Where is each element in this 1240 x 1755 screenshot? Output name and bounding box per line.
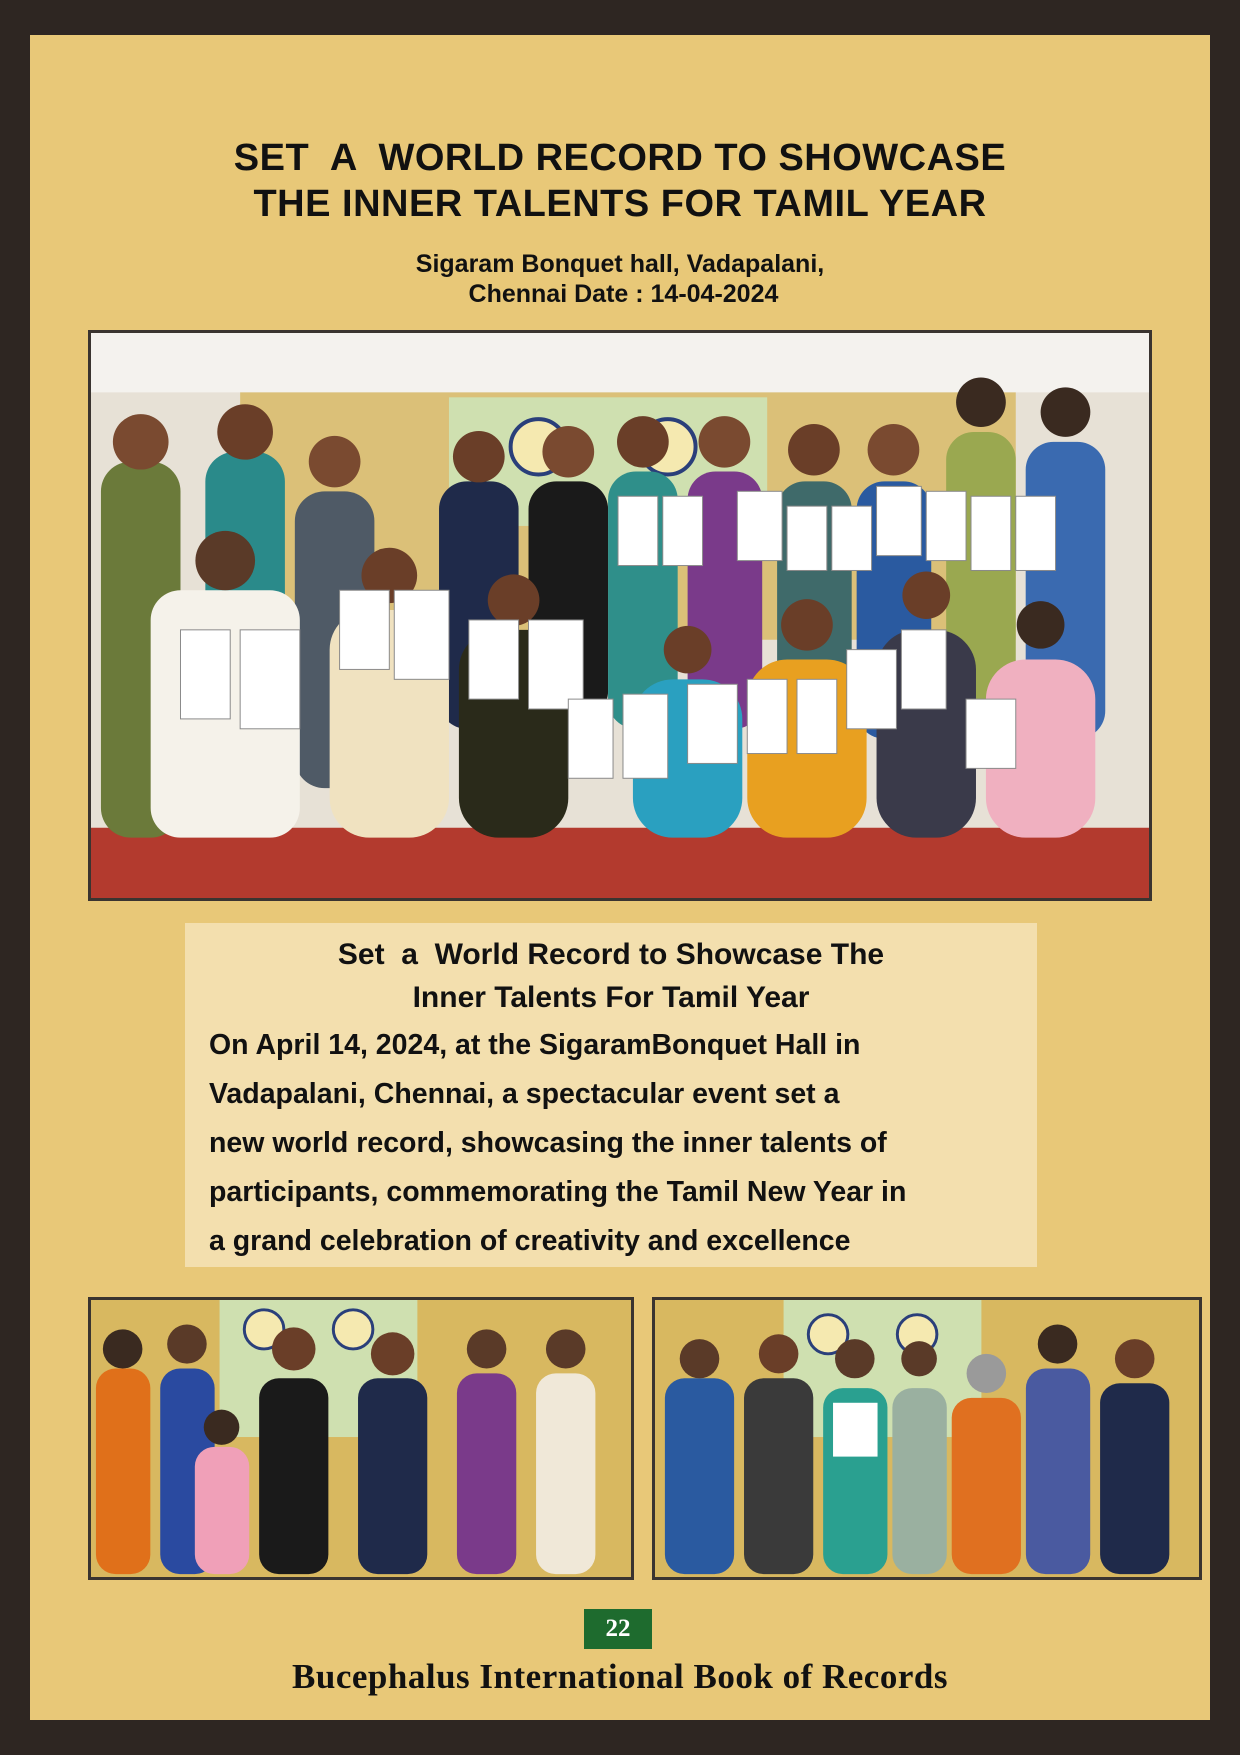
main-photo-illustration bbox=[91, 333, 1149, 898]
article-body-line-4: participants, commemorating the Tamil New Year in bbox=[209, 1176, 907, 1208]
article-body-line-2: Vadapalani, Chennai, a spectacular event set a bbox=[209, 1078, 840, 1110]
main-group-photo bbox=[88, 330, 1152, 901]
main-title-line-1: SET A WORLD RECORD TO SHOWCASE bbox=[233, 137, 1007, 179]
article-body-line-1: On April 14, 2024, at the SigaramBonquet Hall in bbox=[209, 1029, 861, 1061]
bottom-left-photo-illustration bbox=[91, 1300, 631, 1577]
publication-footer: Bucephalus International Book of Records bbox=[292, 1657, 948, 1696]
page-number-badge: 22 bbox=[584, 1609, 652, 1649]
article-title bbox=[209, 933, 1037, 1019]
article-title-line-1: Set a World Record to Showcase The bbox=[337, 938, 885, 971]
venue-date bbox=[30, 249, 1210, 309]
page bbox=[30, 35, 1210, 1720]
article-body-line-3: new world record, showcasing the inner talents of bbox=[209, 1127, 887, 1159]
bottom-right-photo bbox=[652, 1297, 1202, 1580]
bottom-left-photo bbox=[88, 1297, 634, 1580]
article-title-line-2: Inner Talents For Tamil Year bbox=[412, 981, 810, 1014]
bottom-right-photo-illustration bbox=[655, 1300, 1199, 1577]
article-box bbox=[185, 923, 1037, 1267]
article-body bbox=[209, 1021, 1037, 1266]
main-title bbox=[30, 135, 1210, 227]
main-title-line-2: THE INNER TALENTS FOR TAMIL YEAR bbox=[253, 183, 987, 225]
venue-line-2: Chennai Date : 14-04-2024 bbox=[461, 280, 779, 308]
article-body-line-5: a grand celebration of creativity and excellence bbox=[209, 1225, 851, 1257]
venue-line-1: Sigaram Bonquet hall, Vadapalani, bbox=[415, 250, 825, 278]
